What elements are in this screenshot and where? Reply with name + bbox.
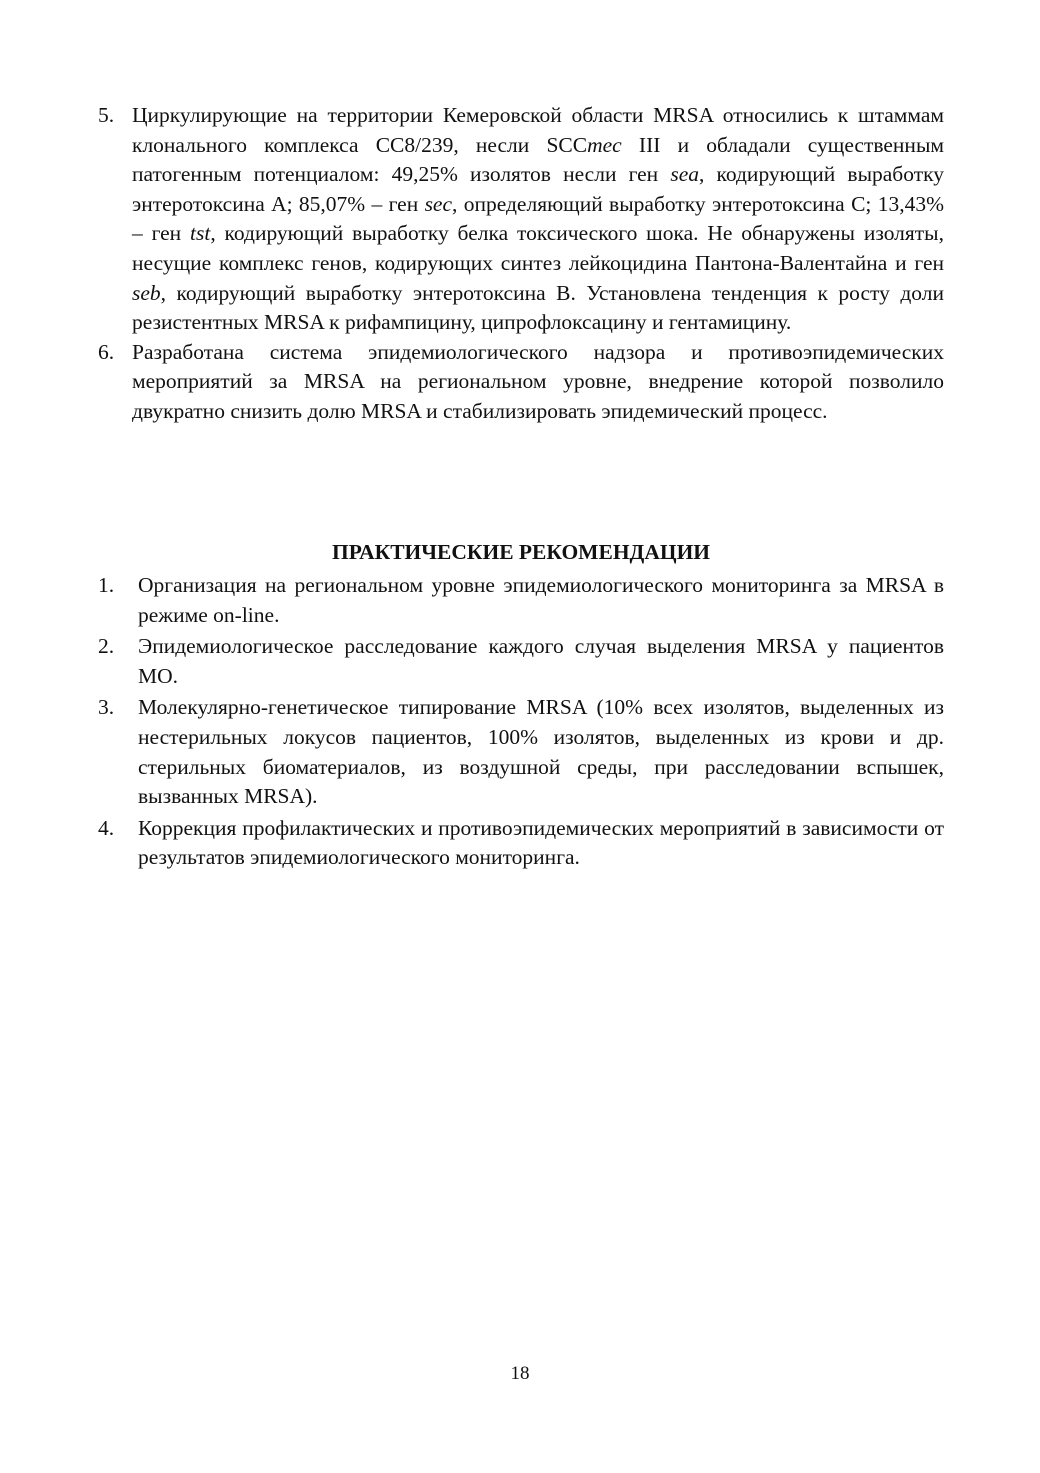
list-number: 2. — [98, 634, 115, 659]
conclusion-item-6 — [98, 338, 944, 427]
paragraph-text: Циркулирующие на территории Кемеровской области MRSA относились к штаммам клонального комплекса CC8/239, несли SCCmec III и обладали существенным патогенным потенциалом: 49,25% изолятов несли ген sea, кодирующий выработку энтеротоксина A; 85,07% – ген sec, определяющий выработку энтеротоксина C; 13,43% – ген tst, кодирующий выработку белка токсического шока. Не обнаружены изоляты, несущие комплекс генов, кодирующих синтез лейкоцидина Пантона-Валентайна и ген seb, кодирующий выработку энтеротоксина B. Установлена тенденция к росту доли резистентных MRSA к рифампицину, ципрофлоксацину и гентамицину. — [132, 103, 945, 335]
list-number: 4. — [98, 815, 115, 840]
gene-name-mec: mec — [587, 132, 622, 157]
conclusions-list — [98, 101, 944, 427]
paragraph-text: Молекулярно-генетическое типирование MRSA (10% всех изолятов, выделенных из нестерильных локусов пациентов, 100% изолятов, выделенных из крови и др. стерильных биоматериалов, из воздушной среды, при расследовании вспышек, вызванных MRSA). — [138, 695, 944, 809]
list-number: 1. — [98, 573, 115, 597]
paragraph-text: Эпидемиологическое расследование каждого случая выделения MRSA у пациентов МО. — [138, 634, 944, 688]
conclusion-item-5 — [98, 101, 944, 338]
gene-name-seb: seb — [132, 280, 161, 305]
list-number: 6. — [98, 339, 115, 364]
recommendations-title: ПРАКТИЧЕСКИЕ РЕКОМЕНДАЦИИ — [331, 540, 711, 564]
recommendation-item-4 — [98, 814, 944, 873]
recommendation-item-3 — [98, 693, 944, 811]
recommendation-item-2 — [98, 632, 944, 691]
paragraph-text: Коррекция профилактических и противоэпидемических мероприятий в зависимости от результатов эпидемиологического мониторинга. — [138, 815, 944, 870]
list-number: 5. — [98, 103, 115, 127]
paragraph-text: Разработана система эпидемиологического надзора и противоэпидемических мероприятий за MRSA на региональном уровне, внедрение которой позволило двукратно снизить долю MRSA и стабилизировать эпидемический процесс. — [132, 339, 944, 423]
gene-name-tst: tst — [190, 221, 211, 246]
gene-name-sea: sea — [670, 162, 699, 187]
recommendation-item-1 — [98, 571, 944, 630]
gene-name-sec: sec — [424, 191, 453, 216]
page-number: 18 — [510, 1363, 530, 1384]
recommendations-list — [98, 571, 944, 875]
paragraph-text: Организация на региональном уровне эпидемиологического мониторинга за MRSA в режиме on-line. — [138, 573, 944, 627]
list-number: 3. — [98, 695, 115, 720]
